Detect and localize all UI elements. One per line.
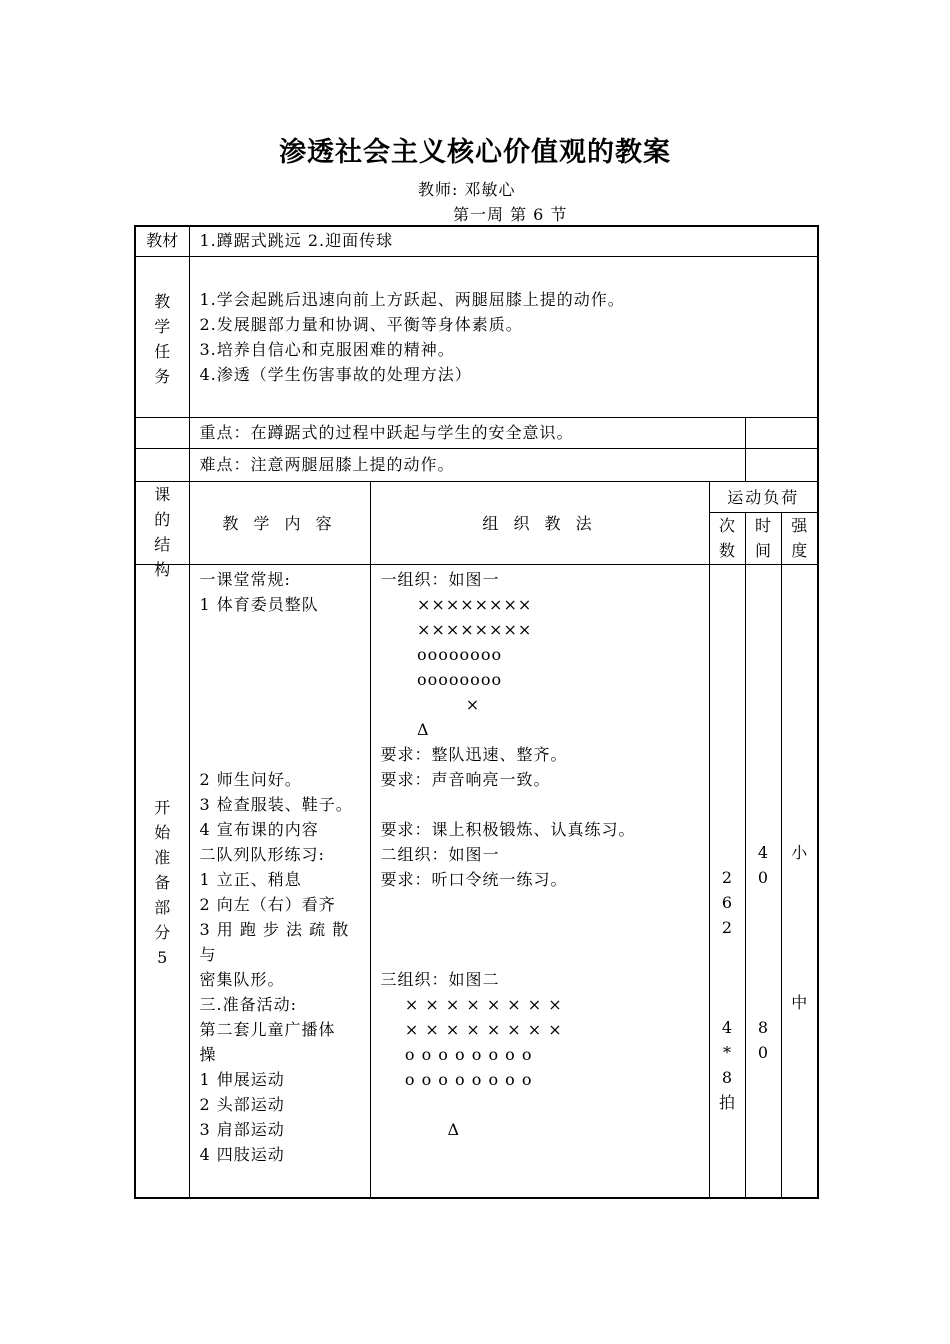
time-value [746,890,781,915]
method-list [371,565,709,1142]
content-header-cell [189,481,370,564]
count-value [710,965,745,990]
section-method-cell [370,564,709,1198]
difficulty-point: 难点：注意两腿屈膝上提的动作。 [199,454,455,474]
content-line [200,692,370,717]
intensity-value [782,690,818,715]
section-label-char: 5 [157,947,168,967]
method-line: o o o o o o o o [380,1069,533,1089]
intensity-value [782,940,818,965]
difficulty-label-cell [135,448,189,481]
intensity-value [782,765,818,790]
method-header-cell [370,481,709,564]
task-label-char: 任 [154,341,171,361]
content-line: 3 检查服装、鞋子。 [199,794,353,814]
content-line [200,642,370,667]
content-line: 2 师生问好。 [199,769,302,789]
task-item: 2.发展腿部力量和协调、平衡等身体素质。 [199,314,523,334]
material-content: 1.蹲踞式跳远 2.迎面传球 [199,231,394,250]
section-label-char: 分 [154,922,171,942]
time-value [746,790,781,815]
time-value: 0 [757,1042,769,1062]
method-line: 要求：整队迅速、整齐。 [380,744,568,764]
count-value [710,940,745,965]
content-line: 1 体育委员整队 [199,594,319,614]
content-line: 操 [199,1044,217,1064]
lesson-plan-table [134,225,819,1199]
count-value: 4 [721,1017,733,1037]
content-line: 密集队形。 [199,969,285,989]
count-value [710,765,745,790]
content-line: 2 头部运动 [199,1094,285,1114]
key-point: 重点：在蹲踞式的过程中跃起与学生的安全意识。 [199,422,574,442]
section-label-char: 部 [154,897,171,917]
intensity-value [782,790,818,815]
intensity-value: 中 [791,992,808,1012]
count-value: 6 [721,892,733,912]
structure-header [136,482,189,579]
count-value [710,715,745,740]
section-label-char: 备 [154,872,171,892]
time-header-char: 间 [754,540,771,560]
task-item: 3.培养自信心和克服困难的精神。 [199,339,455,359]
count-value: * [723,1042,731,1062]
content-line: 第二套儿童广播体 [199,1019,336,1039]
teacher-line: 教师: 邓敏心 [418,180,516,199]
method-line [381,892,709,917]
time-header-char: 时 [754,515,771,535]
material-label: 教材 [146,231,179,250]
intensity-header-char: 强 [791,515,808,535]
content-line: 二队列队形练习: [199,844,325,864]
task-label-char: 教 [154,291,171,311]
method-line [381,942,709,967]
method-line [381,1092,709,1117]
task-item: 4.渗透（学生伤害事故的处理方法） [199,364,472,384]
section-label-char: 始 [154,822,171,842]
content-line: 1 伸展运动 [199,1069,285,1089]
method-line: ×××××××× [380,619,533,639]
count-value [710,615,745,640]
count-values [710,565,745,1115]
section-label-char: 开 [154,797,171,817]
content-line: 1 立正、稍息 [199,869,302,889]
time-value [746,740,781,765]
section-count-cell [709,564,745,1198]
method-line: 要求：听口令统一练习。 [380,869,568,889]
time-value [746,590,781,615]
time-value [746,565,781,590]
content-line: 2 向左（右）看齐 [199,894,336,914]
structure-header-char: 结 [154,534,171,554]
content-line [200,617,370,642]
method-line [381,792,709,817]
content-line: 4 四肢运动 [199,1144,285,1164]
method-line: 要求：课上积极锻炼、认真练习。 [380,819,636,839]
content-line [200,667,370,692]
section-label-char: 准 [154,847,171,867]
content-line [200,742,370,767]
content-list [190,565,370,1167]
time-value: 4 [757,842,769,862]
material-label-cell [135,226,189,256]
intensity-value: 小 [791,842,808,862]
time-value [746,690,781,715]
count-value [710,990,745,1015]
intensity-value [782,815,818,840]
task-label-char: 学 [154,316,171,336]
intensity-header [782,513,818,564]
task-item: 1.学会起跳后迅速向前上方跃起、两腿屈膝上提的动作。 [199,289,625,309]
method-line: 一组织：如图一 [380,569,500,589]
count-header-char: 次 [718,515,735,535]
section-label [136,565,189,970]
intensity-value [782,590,818,615]
difficulty-side-cell [745,448,818,481]
time-value: 8 [757,1017,769,1037]
structure-header-char: 课 [154,484,171,504]
method-line: ×××××××× [380,594,533,614]
method-line: 二组织：如图一 [380,844,500,864]
content-header: 教 学 内 容 [222,514,337,533]
count-value [710,640,745,665]
method-line: 要求：声音响亮一致。 [380,769,551,789]
count-value [710,565,745,590]
intensity-value [782,890,818,915]
key-point-label-cell [135,417,189,448]
task-label [136,257,189,389]
content-line: 三.准备活动: [199,994,297,1014]
content-line [200,717,370,742]
time-value [746,615,781,640]
count-value: 拍 [718,1092,735,1112]
count-value: 2 [721,867,733,887]
method-line: oooooooo [380,669,503,689]
structure-header-cell [135,481,189,579]
time-value [746,915,781,940]
section-time-cell [745,564,781,1198]
section-intensity-cell [781,564,818,1198]
intensity-value [782,915,818,940]
content-line: 3 肩部运动 [199,1119,285,1139]
count-value [710,590,745,615]
intensity-value [782,965,818,990]
task-label-cell [135,256,189,417]
task-content-cell [189,256,818,417]
week-line: 第一周 第 6 节 [453,205,568,224]
count-header [710,513,745,564]
load-header: 运动负荷 [727,488,800,507]
intensity-value [782,740,818,765]
time-value [746,715,781,740]
method-line: × × × × × × × × [380,994,563,1014]
intensity-value [782,715,818,740]
time-values [746,565,781,1065]
document-title: 渗透社会主义核心价值观的教案 [279,137,671,168]
intensity-value [782,615,818,640]
structure-header-char: 的 [154,509,171,529]
intensity-value [782,640,818,665]
count-value: 2 [721,917,733,937]
method-line: 三组织：如图二 [380,969,500,989]
method-line: Δ [380,719,430,739]
method-header: 组 织 教 法 [482,514,597,533]
intensity-value [782,665,818,690]
count-value [710,840,745,865]
load-header-cell [709,481,818,512]
count-value [710,665,745,690]
time-value: 0 [757,867,769,887]
time-header [746,513,781,564]
difficulty-cell [189,448,745,481]
time-value [746,940,781,965]
time-value [746,815,781,840]
method-line: Δ [380,1119,460,1139]
section-label-cell [135,564,189,1198]
count-value: 8 [721,1067,733,1087]
material-content-cell [189,226,818,256]
structure-header-char: 构 [154,559,171,579]
method-line: × [380,694,481,714]
intensity-value [782,565,818,590]
time-value [746,990,781,1015]
method-line: × × × × × × × × [380,1019,563,1039]
task-label-char: 务 [154,366,171,386]
section-content-cell [189,564,370,1198]
intensity-header-char: 度 [791,540,808,560]
time-value [746,765,781,790]
time-value [746,665,781,690]
time-value [746,640,781,665]
count-header-cell [709,512,745,564]
method-line: oooooooo [380,644,503,664]
method-line: o o o o o o o o [380,1044,533,1064]
time-header-cell [745,512,781,564]
count-value [710,690,745,715]
count-value [710,815,745,840]
method-line [381,917,709,942]
intensity-header-cell [781,512,818,564]
count-value [710,790,745,815]
content-line: 3 用 跑 步 法 疏 散 与 [199,919,350,964]
count-value [710,740,745,765]
task-list [190,257,818,387]
intensity-values [782,565,818,1015]
time-value [746,965,781,990]
count-header-char: 数 [718,540,735,560]
content-line: 4 宣布课的内容 [199,819,319,839]
key-point-cell [189,417,745,448]
content-line: 一课堂常规: [199,569,291,589]
key-point-side-cell [745,417,818,448]
intensity-value [782,865,818,890]
